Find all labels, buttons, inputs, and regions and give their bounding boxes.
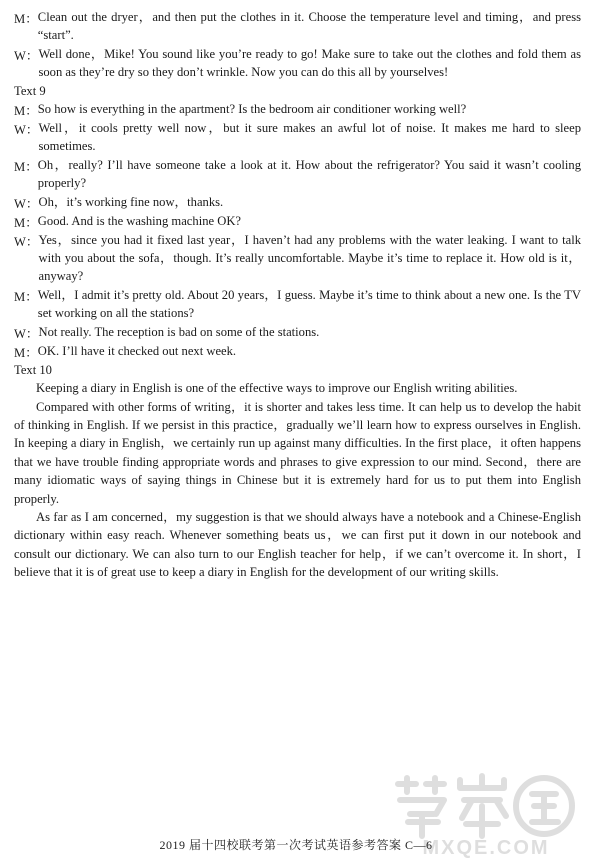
dialogue-line — [14, 342, 581, 361]
page-footer: 2019 届十四校联考第一次考试英语参考答案 C—6 — [159, 838, 433, 852]
dialogue-line — [14, 323, 581, 342]
dialogue-text: Well，I admit it’s pretty old. About 20 years，I guess. Maybe it’s time to think about a new one. Is the TV set working on all the stations? — [37, 287, 581, 321]
dialogue-line — [14, 286, 581, 323]
speaker-label: M： — [14, 345, 38, 360]
speaker-label: M： — [14, 215, 38, 230]
speaker-label: W： — [14, 234, 39, 249]
dialogue-line — [14, 156, 581, 193]
dialogue-text: Good. And is the washing machine OK? — [37, 213, 242, 228]
passage-paragraph: Compared with other forms of writing，it is shorter and takes less time. It can help us to develop the habit of thinking in English. If we persist in this practice，gradually we’ll learn how to express ourselves in English. In keeping a diary in English，we certainly run up against many difficulties. In the first place，it often happens that we have trouble finding appropriate words and phrases to give expression to our mind. Second，there are many idiomatic ways of saying things in Chinese but it is extremely hard for us to put them into English properly. — [14, 399, 581, 506]
speaker-label: W： — [14, 326, 39, 341]
speaker-label: M： — [14, 104, 38, 119]
section-heading-text10: Text 10 — [14, 362, 52, 377]
section-heading-text9: Text 9 — [14, 83, 46, 98]
document-body — [14, 8, 581, 582]
dialogue-line — [14, 119, 581, 156]
dialogue-text: So how is everything in the apartment? Is the bedroom air conditioner working well? — [37, 102, 467, 117]
passage-paragraph: As far as I am concerned，my suggestion is that we should always have a notebook and a Chinese-English dictionary within easy reach. Whenever something beats us，we can first put it down in our notebook and consult our dictionary. We can also turn to our English teacher for help，if we can’t overcome it. In short，I believe that it is of great use to keep a diary in English for the development of our writing skills. — [14, 509, 581, 580]
dialogue-text: Well，it cools pretty well now，but it sure makes an awful lot of noise. It makes me hard to sleep sometimes. — [38, 121, 581, 154]
passage-paragraph: Keeping a diary in English is one of the effective ways to improve our English writing abilities. — [36, 381, 518, 396]
dialogue-text: OK. I’ll have it checked out next week. — [37, 343, 237, 358]
dialogue-line — [14, 231, 581, 286]
speaker-label: M： — [14, 12, 38, 26]
dialogue-line — [14, 100, 581, 119]
dialogue-line — [14, 193, 581, 212]
watermark-url: MXQE.COM — [422, 837, 550, 859]
speaker-label: W： — [14, 48, 39, 63]
speaker-label: M： — [14, 289, 38, 304]
speaker-label: M： — [14, 159, 38, 174]
dialogue-text: Clean out the dryer，and then put the clothes in it. Choose the temperature level and timing，and press “start”. — [37, 10, 581, 43]
dialogue-line — [14, 212, 581, 231]
speaker-label: W： — [14, 196, 39, 211]
dialogue-line — [14, 45, 581, 82]
dialogue-text: Oh，it’s working fine now，thanks. — [38, 194, 224, 209]
speaker-label: W： — [14, 123, 39, 138]
dialogue-text: Yes，since you had it fixed last year，I haven’t had any problems with the water leaking. I want to talk with you about the sofa，though. It’s really uncomfortable. Maybe it’s time to replace it. How old is it，anyway? — [38, 232, 581, 284]
dialogue-text: Not really. The reception is bad on some of the stations. — [38, 324, 320, 339]
dialogue-line — [14, 8, 581, 45]
dialogue-text: Oh，really? I’ll have someone take a look at it. How about the refrigerator? You said it wasn’t cooling properly? — [37, 157, 581, 191]
dialogue-text: Well done，Mike! You sound like you’re ready to go! Make sure to take out the clothes and fold them as soon as they’re dry so they don’t wrinkle. Now you can do this all by yourselves! — [38, 46, 581, 80]
